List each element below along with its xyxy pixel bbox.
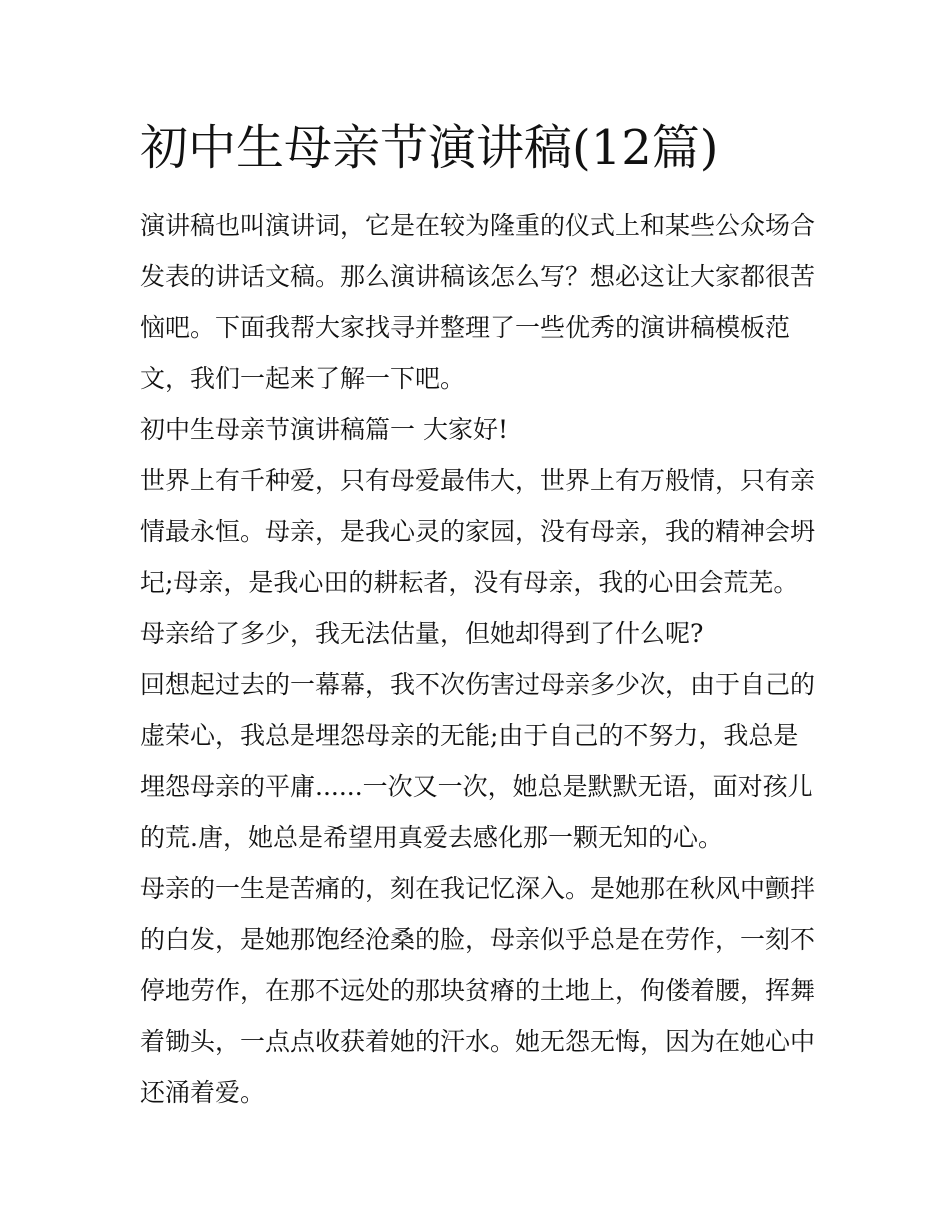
text-line: 初中生母亲节演讲稿篇一 大家好! — [140, 415, 508, 444]
text-line: 文，我们一起来了解一下吧。 — [140, 364, 466, 393]
body-text — [140, 200, 830, 1118]
text-line: 母亲给了多少，我无法估量，但她却得到了什么呢? — [140, 619, 704, 648]
text-line: 停地劳作，在那不远处的那块贫瘠的土地上，佝偻着腰，挥舞 — [140, 976, 816, 1005]
text-line: 情最永恒。母亲，是我心灵的家园，没有母亲，我的精神会坍 — [140, 517, 816, 546]
text-line: 回想起过去的一幕幕，我不次伤害过母亲多少次，由于自己的 — [140, 670, 816, 699]
page-title: 初中生母亲节演讲稿(12篇) — [140, 120, 719, 176]
text-line: 恼吧。下面我帮大家找寻并整理了一些优秀的演讲稿模板范 — [140, 313, 791, 342]
text-line: 还涌着爱。 — [140, 1078, 266, 1107]
text-line: 埋怨母亲的平庸......一次又一次，她总是默默无语，面对孩儿 — [140, 772, 813, 801]
text-line: 发表的讲话文稿。那么演讲稿该怎么写？想必这让大家都很苦 — [140, 262, 816, 291]
text-line: 演讲稿也叫演讲词，它是在较为隆重的仪式上和某些公众场合 — [140, 211, 816, 240]
text-line: 的白发，是她那饱经沧桑的脸，母亲似乎总是在劳作，一刻不 — [140, 925, 816, 954]
text-line: 母亲的一生是苦痛的，刻在我记忆深入。是她那在秋风中颤拌 — [140, 874, 816, 903]
text-line: 圮;母亲，是我心田的耕耘者，没有母亲，我的心田会荒芜。 — [140, 568, 799, 597]
text-line: 的荒.唐，她总是希望用真爱去感化那一颗无知的心。 — [140, 823, 723, 852]
text-line: 世界上有千种爱，只有母爱最伟大，世界上有万般情，只有亲 — [140, 466, 816, 495]
text-line: 虚荣心，我总是埋怨母亲的无能;由于自己的不努力，我总是 — [140, 721, 799, 750]
text-line: 着锄头，一点点收获着她的汗水。她无怨无悔，因为在她心中 — [140, 1027, 816, 1056]
